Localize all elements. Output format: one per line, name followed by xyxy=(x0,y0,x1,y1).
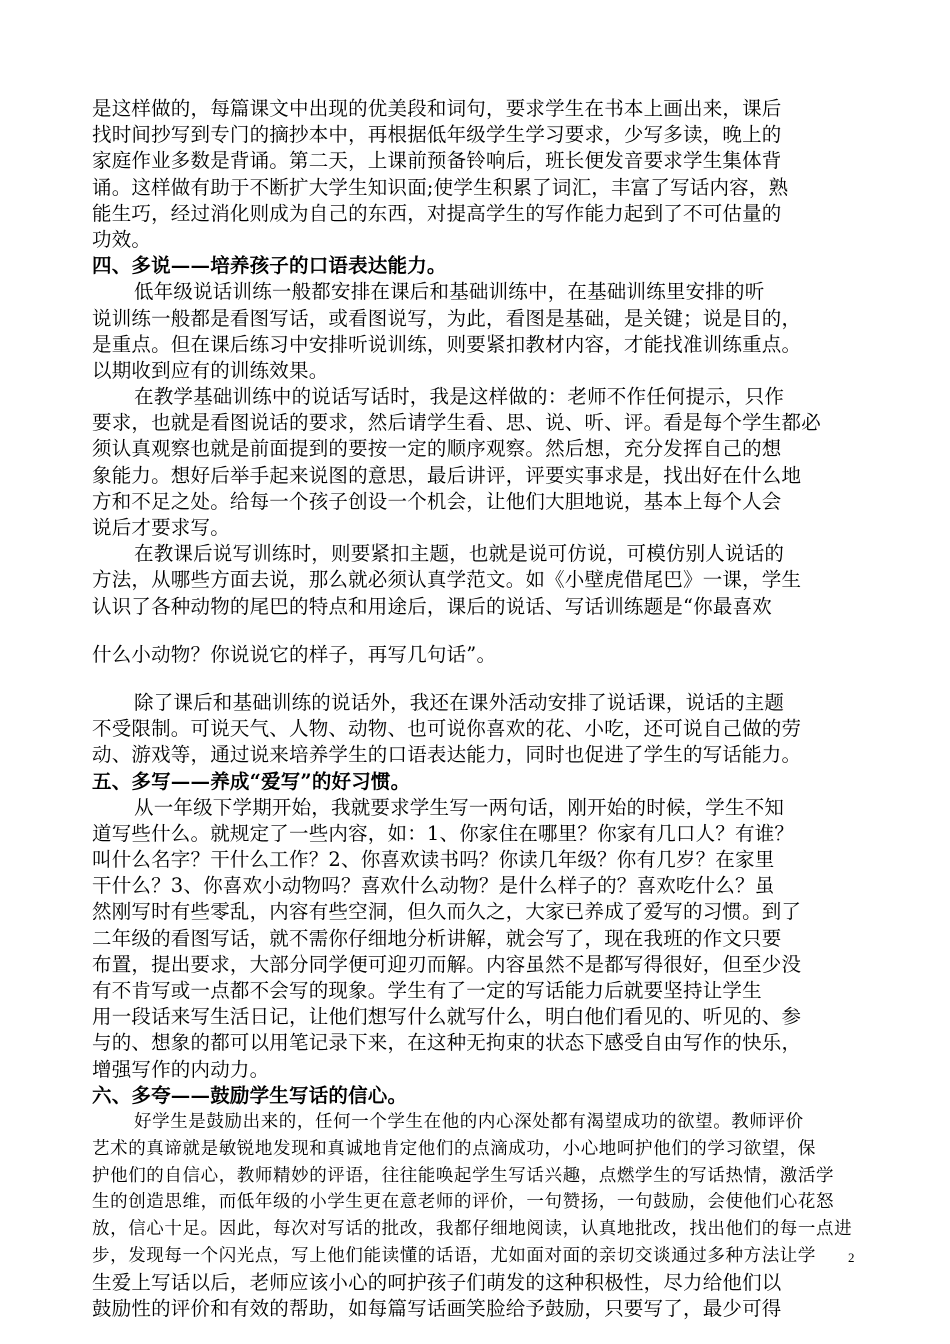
text-line: 艺术的真谛就是敏锐地发现和真诚地肯定他们的点滴成功，小心地呵护他们的学习欲望，保 xyxy=(92,1138,816,1159)
text-line: 不受限制。可说天气、人物、动物、也可说你喜欢的花、小吃，还可说自己做的劳 xyxy=(92,717,802,741)
text-line: 布置，提出要求，大部分同学便可迎刃而解。内容虽然不是都写得很好，但至少没 xyxy=(92,952,802,976)
section-5-body xyxy=(92,795,862,1083)
text-line: 方和不足之处。给每一个孩子创设一个机会，让他们大胆地说，基本上每个人会 xyxy=(92,489,782,513)
text-line: 什么小动物？你说说它的样子，再写几句话”。 xyxy=(92,642,497,666)
section-heading-4: 四、多说——培养孩子的口语表达能力。 xyxy=(92,254,447,278)
text-line: 须认真观察也就是前面提到的要按一定的顺序观察。然后想，充分发挥自己的想 xyxy=(92,437,782,461)
text-line: 诵。这样做有助于不断扩大学生知识面;使学生积累了词汇，丰富了写话内容，熟 xyxy=(92,175,789,199)
text-line: 动、游戏等，通过说来培养学生的口语表达能力，同时也促进了学生的写话能力。 xyxy=(92,743,802,767)
text-line: 步，发现每一个闪光点，写上他们能读懂的话语，尤如面对面的亲切交谈通过多种方法让学 xyxy=(92,1245,816,1266)
text-line: 然刚写时有些零乱，内容有些空洞，但久而久之，大家已养成了爱写的习惯。到了 xyxy=(92,900,802,924)
text-line: 找时间抄写到专门的摘抄本中，再根据低年级学生学习要求，少写多读，晚上的 xyxy=(92,123,782,147)
section-heading-5: 五、多写——养成“爱写”的好习惯。 xyxy=(92,769,411,793)
text-line: 能生巧，经过消化则成为自己的东西，对提高学生的写作能力起到了不可估量的 xyxy=(92,201,782,225)
text-line: 在教课后说写训练时，则要紧扣主题，也就是说可仿说，可模仿别人说话的 xyxy=(134,542,785,566)
text-line: 干什么？3、你喜欢小动物吗？喜欢什么动物？是什么样子的？喜欢吃什么？虽 xyxy=(92,874,775,898)
text-line: 好学生是鼓励出来的，任何一个学生在他的内心深处都有渴望成功的欲望。教师评价 xyxy=(134,1111,804,1132)
text-line: 护他们的自信心，教师精妙的评语，往往能唤起学生写话兴趣，点燃学生的写话热情，激活学 xyxy=(92,1165,835,1186)
text-line: 放，信心十足。因此，每次对写话的批改，我都仔细地阅读，认真地批改，找出他们的每一点进 xyxy=(92,1219,853,1240)
text-line: 生的创造思维，而低年级的小学生更在意老师的评价，一句赞扬，一句鼓励，会使他们心花怒 xyxy=(92,1192,835,1213)
text-line: 要求，也就是看图说话的要求，然后请学生看、思、说、听、评。看是每个学生都必 xyxy=(92,411,821,435)
text-line: 与的、想象的都可以用笔记录下来，在这种无拘束的状态下感受自由写作的快乐， xyxy=(92,1031,802,1055)
text-line: 在教学基础训练中的说话写话时，我是这样做的：老师不作任何提示，只作 xyxy=(134,385,785,409)
text-line: 用一段话来写生活日记，让他们想写什么就写什么，明白他们看见的、听见的、参 xyxy=(92,1005,802,1029)
text-line: 低年级说话训练一般都安排在课后和基础训练中，在基础训练里安排的听 xyxy=(134,280,765,304)
text-line: 方法，从哪些方面去说，那么就必须认真学范文。如《小壁虎借尾巴》一课，学生 xyxy=(92,568,802,592)
text-line: 鼓励性的评价和有效的帮助，如每篇写话画笑脸给予鼓励，只要写了，最少可得 xyxy=(92,1296,782,1320)
text-line: 说后才要求写。 xyxy=(92,516,230,539)
text-line: 是重点。但在课后练习中安排听说训练，则要紧扣教材内容，才能找准训练重点。 xyxy=(92,332,802,356)
text-line: 除了课后和基础训练的说话外，我还在课外活动安排了说话课，说话的主题 xyxy=(134,690,785,714)
section-6-body xyxy=(92,1109,862,1322)
text-line: 认识了各种动物的尾巴的特点和用途后，课后的说话、写话训练题是“你最喜欢 xyxy=(92,594,772,618)
text-line: 道写些什么。就规定了一些内容，如：1、你家住在哪里？你家有几口人？有谁？ xyxy=(92,821,795,845)
text-line: 有不肯写或一点都不会写的现象。学生有了一定的写话能力后就要坚持让学生 xyxy=(92,979,762,1002)
page-body xyxy=(92,96,862,1322)
paragraph-continuation xyxy=(92,96,862,253)
section-4-body xyxy=(92,279,862,768)
section-heading-6: 六、多夸——鼓励学生写话的信心。 xyxy=(92,1083,408,1107)
text-line: 生爱上写话以后，老师应该小心的呵护孩子们萌发的这种积极性，尽力给他们以 xyxy=(92,1270,782,1294)
text-line: 家庭作业多数是背诵。第二天，上课前预备铃响后，班长便发音要求学生集体背 xyxy=(92,149,782,173)
text-line: 功效。 xyxy=(92,227,152,251)
text-line: 增强写作的内动力。 xyxy=(92,1057,270,1081)
text-line: 是这样做的，每篇课文中出现的优美段和词句，要求学生在书本上画出来，课后 xyxy=(92,97,782,120)
text-line: 叫什么名字？干什么工作？2、你喜欢读书吗？你读几年级？你有几岁？在家里 xyxy=(92,848,775,872)
text-line: 从一年级下学期开始，我就要求学生写一两句话，刚开始的时候，学生不知 xyxy=(134,795,785,819)
page-number: 2 xyxy=(848,1250,855,1265)
text-line: 二年级的看图写话，就不需你仔细地分析讲解，就会写了，现在我班的作文只要 xyxy=(92,926,782,950)
text-line: 以期收到应有的训练效果。 xyxy=(92,358,329,382)
text-line: 说训练一般都是看图写话，或看图说写，为此，看图是基础，是关键；说是目的， xyxy=(92,306,802,330)
text-line: 象能力。想好后举手起来说图的意思，最后讲评，评要实事求是，找出好在什么地 xyxy=(92,463,802,487)
